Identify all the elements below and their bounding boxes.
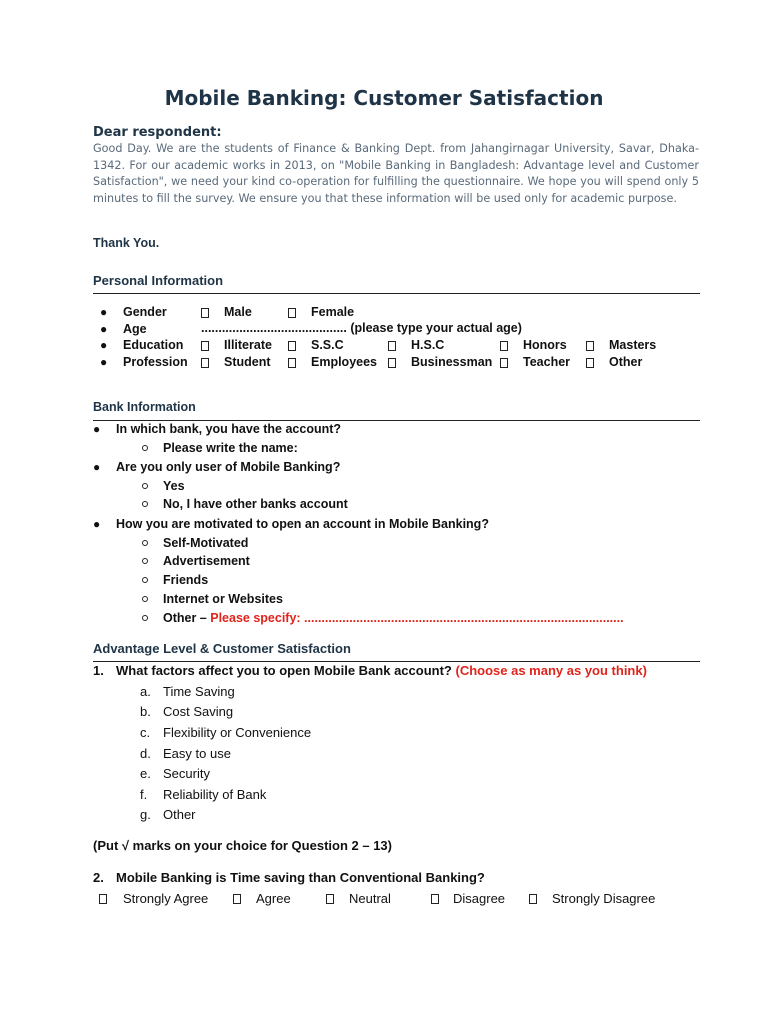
radio-internet[interactable] bbox=[142, 596, 148, 602]
letter-a: a. bbox=[140, 684, 151, 699]
intro-paragraph: Good Day. We are the students of Finance & Banking Dept. from Jahangirnagar University, Savar, Dhaka-1342. For our academic works in 2013, on "Mobile Banking in Bangladesh: Advantage level and Customer Satisfaction", we need your kind co-operation for fulfilling the questionnaire. We hope you will spend only 5 minutes to fill the survey. We ensure you that these information will be used only for academic purpose. bbox=[93, 142, 699, 205]
radio-yes[interactable] bbox=[142, 483, 148, 489]
letter-b: b. bbox=[140, 704, 151, 719]
factor-reliability[interactable]: Reliability of Bank bbox=[163, 787, 267, 802]
please-specify-field[interactable]: Please specify: ............................................................................................ bbox=[210, 611, 624, 625]
option-employees: Employees bbox=[311, 355, 378, 369]
option-hsc: H.S.C bbox=[411, 338, 445, 352]
scale-agree: Agree bbox=[256, 891, 291, 906]
age-label: Age bbox=[123, 322, 147, 336]
education-label: Education bbox=[123, 338, 184, 352]
option-internet: Internet or Websites bbox=[163, 592, 283, 606]
option-other-motivation bbox=[163, 611, 624, 625]
factor-other[interactable]: Other bbox=[163, 807, 196, 822]
instruction-text: (Put √ marks on your choice for Question 2 – 13) bbox=[93, 838, 392, 853]
checkbox-agree[interactable] bbox=[233, 894, 241, 904]
factor-flexibility[interactable]: Flexibility or Convenience bbox=[163, 725, 312, 740]
other-label: Other – bbox=[163, 611, 207, 625]
option-ssc: S.S.C bbox=[311, 338, 344, 352]
option-friends: Friends bbox=[163, 573, 209, 587]
choose-note: (Choose as many as you think) bbox=[455, 663, 647, 678]
checkbox-strongly-agree[interactable] bbox=[99, 894, 107, 904]
checkbox-neutral[interactable] bbox=[326, 894, 334, 904]
advantage-heading: Advantage Level & Customer Satisfaction bbox=[93, 641, 351, 656]
question-number: 1. bbox=[93, 663, 104, 678]
bullet-icon: ● bbox=[100, 338, 108, 352]
personal-info-heading: Personal Information bbox=[93, 273, 224, 288]
bank-info-heading: Bank Information bbox=[93, 400, 196, 414]
scale-strongly-agree: Strongly Agree bbox=[123, 891, 209, 906]
radio-friends[interactable] bbox=[142, 577, 148, 583]
gender-label: Gender bbox=[123, 305, 167, 319]
radio-self-motivated[interactable] bbox=[142, 540, 148, 546]
divider bbox=[93, 420, 700, 421]
greeting: Dear respondent: bbox=[93, 125, 222, 140]
option-advertisement: Advertisement bbox=[163, 554, 250, 568]
option-illiterate: Illiterate bbox=[224, 338, 272, 352]
checkbox-female[interactable] bbox=[288, 308, 296, 318]
bullet-icon: ● bbox=[100, 322, 108, 336]
bank-question-2: Are you only user of Mobile Banking? bbox=[116, 460, 341, 474]
checkbox-strongly-disagree[interactable] bbox=[529, 894, 537, 904]
letter-g: g. bbox=[140, 807, 151, 822]
bank-question-1: In which bank, you have the account? bbox=[116, 422, 342, 436]
thank-you: Thank You. bbox=[93, 236, 160, 250]
divider bbox=[93, 661, 700, 662]
bullet-icon: ● bbox=[100, 305, 108, 319]
letter-f: f. bbox=[140, 787, 148, 802]
age-input[interactable]: .......................................... (please type your actual age) bbox=[201, 321, 522, 335]
circle-bullet-icon bbox=[142, 445, 148, 451]
option-female: Female bbox=[311, 305, 355, 319]
factor-easy-to-use[interactable]: Easy to use bbox=[163, 746, 231, 761]
bullet-icon: ● bbox=[93, 460, 101, 474]
option-self-motivated: Self-Motivated bbox=[163, 536, 249, 550]
bullet-icon: ● bbox=[93, 517, 101, 531]
checkbox-hsc[interactable] bbox=[388, 341, 396, 351]
advantage-question-1 bbox=[116, 663, 647, 678]
option-masters: Masters bbox=[609, 338, 657, 352]
advantage-question-2: Mobile Banking is Time saving than Conventional Banking? bbox=[116, 870, 485, 885]
option-yes: Yes bbox=[163, 479, 185, 493]
scale-neutral: Neutral bbox=[349, 891, 391, 906]
factor-time-saving[interactable]: Time Saving bbox=[163, 684, 235, 699]
scale-disagree: Disagree bbox=[453, 891, 506, 906]
question-text: What factors affect you to open Mobile Bank account? bbox=[116, 663, 452, 678]
bullet-icon: ● bbox=[93, 422, 101, 436]
letter-e: e. bbox=[140, 766, 151, 781]
checkbox-student[interactable] bbox=[201, 358, 209, 368]
question-number: 2. bbox=[93, 870, 104, 885]
checkbox-businessman[interactable] bbox=[388, 358, 396, 368]
checkbox-honors[interactable] bbox=[500, 341, 508, 351]
checkbox-masters[interactable] bbox=[586, 341, 594, 351]
scale-strongly-disagree: Strongly Disagree bbox=[552, 891, 656, 906]
option-teacher: Teacher bbox=[523, 355, 571, 369]
radio-other-banks[interactable] bbox=[142, 501, 148, 507]
checkbox-other-profession[interactable] bbox=[586, 358, 594, 368]
page-title: Mobile Banking: Customer Satisfaction bbox=[164, 86, 604, 110]
checkbox-illiterate[interactable] bbox=[201, 341, 209, 351]
profession-label: Profession bbox=[123, 355, 188, 369]
checkbox-ssc[interactable] bbox=[288, 341, 296, 351]
divider bbox=[93, 293, 700, 294]
option-male: Male bbox=[224, 305, 252, 319]
letter-c: c. bbox=[140, 725, 151, 740]
bank-question-3: How you are motivated to open an account in Mobile Banking? bbox=[116, 517, 489, 531]
radio-advertisement[interactable] bbox=[142, 558, 148, 564]
factor-cost-saving[interactable]: Cost Saving bbox=[163, 704, 234, 719]
option-other-profession: Other bbox=[609, 355, 643, 369]
option-student: Student bbox=[224, 355, 271, 369]
bank-name-prompt[interactable]: Please write the name: bbox=[163, 441, 298, 455]
factor-security[interactable]: Security bbox=[163, 766, 210, 781]
option-other-banks: No, I have other banks account bbox=[163, 497, 348, 511]
checkbox-disagree[interactable] bbox=[431, 894, 439, 904]
option-honors: Honors bbox=[523, 338, 567, 352]
option-businessman: Businessman bbox=[411, 355, 493, 369]
checkbox-employees[interactable] bbox=[288, 358, 296, 368]
checkbox-teacher[interactable] bbox=[500, 358, 508, 368]
radio-other-motivation[interactable] bbox=[142, 615, 148, 621]
letter-d: d. bbox=[140, 746, 151, 761]
checkbox-male[interactable] bbox=[201, 308, 209, 318]
bullet-icon: ● bbox=[100, 355, 108, 369]
